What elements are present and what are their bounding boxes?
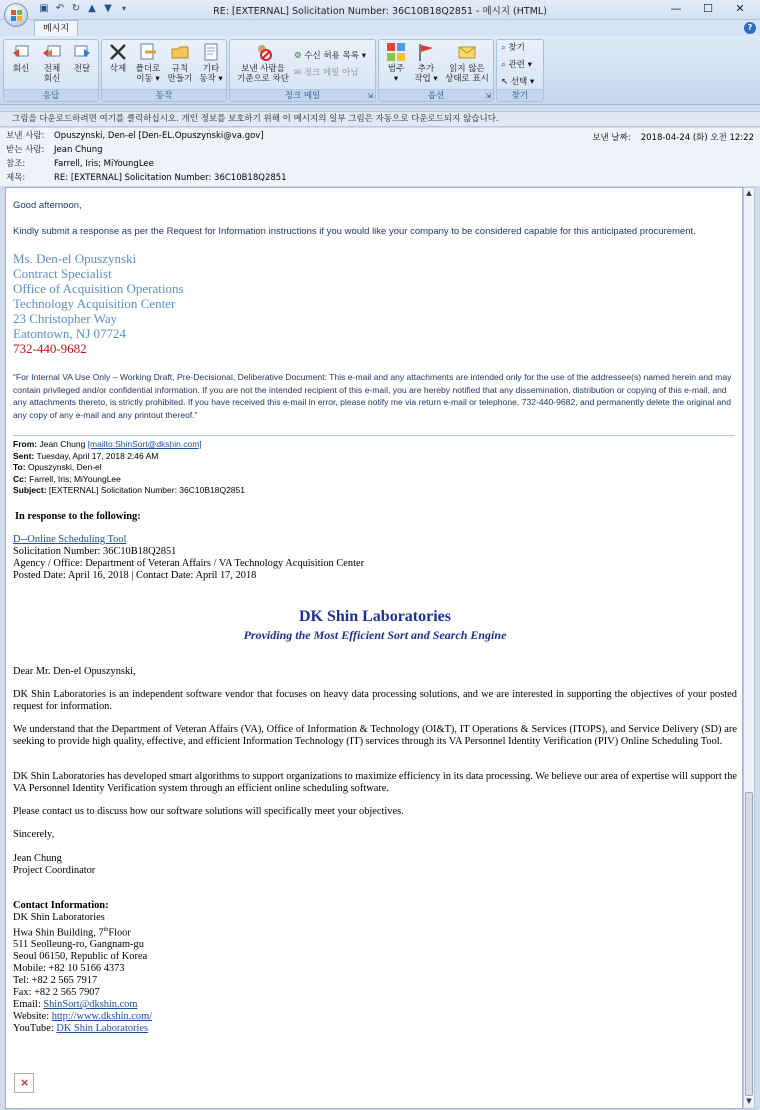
dialog-launcher-icon[interactable]: ⇲ <box>485 92 491 100</box>
dialog-launcher-icon[interactable]: ⇲ <box>367 92 373 100</box>
broken-image-icon: × <box>14 1073 34 1093</box>
mark-unread-button[interactable]: 읽지 않은 상태로 표시 <box>442 42 492 84</box>
notice-link[interactable]: D--Online Scheduling Tool <box>13 534 127 545</box>
reply-button[interactable]: 회신 <box>7 42 35 74</box>
group-label-junk: 정크 메일 <box>230 89 375 101</box>
sent-date: 2018-04-24 (화) 오전 12:22 <box>640 133 754 143</box>
create-rule-icon <box>170 42 190 62</box>
mark-unread-icon <box>457 42 477 62</box>
minimize-icon[interactable]: — <box>670 2 682 15</box>
other-actions-button[interactable]: 기타 동작 ▾ <box>196 42 226 84</box>
header-cc: 참조: Farrell, Iris; MiYoungLee <box>6 159 154 169</box>
website-link[interactable]: http://www.dkshin.com/ <box>51 1011 153 1023</box>
email-link[interactable]: ShinSort@dkshin.com <box>43 999 138 1011</box>
group-respond <box>3 39 99 102</box>
subject: RE: [EXTERNAL] Solicitation Number: 36C10B18Q2851 <box>54 173 287 183</box>
reply-icon <box>11 42 31 62</box>
window-controls <box>660 0 756 18</box>
flag-icon <box>416 42 436 62</box>
group-label-actions: 동작 <box>102 89 226 101</box>
close-icon[interactable]: ✕ <box>735 2 745 15</box>
in-response-heading: In response to the following: <box>15 511 141 522</box>
find-button[interactable]: ⌕ 찾기 <box>501 43 525 53</box>
recipient[interactable]: Jean Chung <box>54 145 103 155</box>
scroll-up-icon[interactable]: ▲ <box>746 189 752 197</box>
company-heading: DK Shin Laboratories <box>298 608 451 625</box>
paragraph-3: DK Shin Laboratories has developed smart algorithms to support organizations to maximize efficiency in its data processing. We believe our area of expertise will support the VA Personnel Identity Verification system through an efficient online scheduling software. <box>13 771 738 794</box>
office-button[interactable] <box>4 3 28 27</box>
office-logo-icon <box>11 10 22 21</box>
message-body[interactable] <box>5 187 743 1109</box>
signature-phone: 732-440-9682 <box>13 341 87 356</box>
reply-text: Kindly submit a response as per the Request for Information instructions if you would like your company to be considered capable for this anticipated procurement. <box>13 226 696 237</box>
safe-list-icon: ⚙ <box>294 51 302 61</box>
related-icon: ⌕ <box>501 60 506 70</box>
company-tagline: Providing the Most Efficient Sort and Search Engine <box>243 628 507 642</box>
original-header: From: Jean Chung [mailto:ShinSort@dkshin.com] Sent: Tuesday, April 17, 2018 2:46 AM To: Opuszynski, Den-el Cc: Farrell, Iris; MiYoungLee Subject: [EXTERNAL] Solicitation Number: 36C10B18Q2851 <box>13 439 245 495</box>
customize-qat-icon[interactable]: ▾ <box>121 4 126 13</box>
ribbon <box>0 36 760 105</box>
safe-list-button[interactable]: ⚙ 수신 허용 목록 ▾ <box>294 51 366 61</box>
move-to-folder-button[interactable]: 폴더로 이동 ▾ <box>132 42 164 84</box>
reply-greeting: Good afternoon, <box>13 200 82 211</box>
related-button[interactable]: ⌕ 관련 ▾ <box>501 60 532 70</box>
group-label-options: 옵션 <box>379 89 493 101</box>
categorize-icon <box>386 42 406 62</box>
create-rule-button[interactable]: 규칙 만들기 <box>165 42 195 84</box>
block-sender-icon <box>253 42 273 62</box>
paragraph-4: Please contact us to discuss how our software solutions will specifically meet your objectives. <box>13 806 404 817</box>
maximize-icon[interactable]: ☐ <box>703 2 713 15</box>
delete-button[interactable]: 삭제 <box>105 42 131 74</box>
pointer-icon: ↖ <box>501 77 509 87</box>
undo-icon[interactable]: ↶ <box>55 3 65 14</box>
save-icon[interactable]: ▣ <box>39 3 49 14</box>
block-sender-button[interactable]: 보낸 사람을 기준으로 차단 <box>232 42 294 84</box>
youtube-link[interactable]: DK Shin Laboratories <box>56 1023 149 1035</box>
header-from: 보낸 사람: Opuszynski, Den-el [Den-EL.Opuszynski@va.gov] <box>6 131 264 141</box>
signature-block: Ms. Den-el Opuszynski Contract Specialist Office of Acquisition Operations Technology Acquisition Center 23 Christopher Way Eatontown, NJ 07724 732-440-9682 <box>13 251 184 356</box>
delete-icon <box>108 42 128 62</box>
group-actions <box>101 39 227 102</box>
tab-message[interactable]: 메시지 <box>34 20 78 36</box>
scroll-thumb[interactable] <box>745 792 753 1096</box>
scroll-down-icon[interactable]: ▼ <box>746 1097 752 1105</box>
download-pictures-infobar[interactable]: 그림을 다운로드하려면 여기를 클릭하십시오. 개인 정보를 보호하기 위해 이 메시지의 일부 그림은 자동으로 다운로드되지 않습니다. <box>0 111 760 127</box>
group-label-respond: 응답 <box>4 89 98 101</box>
header-to: 받는 사람: Jean Chung <box>6 145 103 155</box>
sender[interactable]: Opuszynski, Den-el [Den-EL.Opuszynski@va.gov] <box>54 131 264 141</box>
not-junk-button[interactable]: ✉ 정크 메일 아님 <box>294 68 359 78</box>
group-options <box>378 39 494 102</box>
select-button[interactable]: ↖ 선택 ▾ <box>501 77 535 87</box>
move-to-folder-icon <box>138 42 158 62</box>
help-icon[interactable]: ? <box>744 22 756 34</box>
forward-button[interactable]: 전달 <box>68 42 96 74</box>
not-junk-icon: ✉ <box>294 68 302 78</box>
separator <box>13 435 735 436</box>
categorize-button[interactable]: 범주 ▾ <box>382 42 410 84</box>
reply-all-icon <box>42 42 62 62</box>
signer-block: Jean Chung Project Coordinator <box>13 853 96 876</box>
cc-recipients[interactable]: Farrell, Iris; MiYoungLee <box>54 159 154 169</box>
paragraph-2: We understand that the Department of Veteran Affairs (VA), Office of Information & Technology (OI&T), IT Operations & Services (ITOPS), and Service Delivery (SD) are seeking to provide high quality, effective, and efficient Information Technology (IT) services through its VA Personnel Identity Verification (PIV) Online Scheduling Tool. <box>13 724 737 747</box>
paragraph-1: DK Shin Laboratories is an independent software vendor that focuses on heavy data processing solutions, and we are interested in supporting the objectives of your posted request for information. <box>13 689 737 712</box>
mailto-link[interactable]: [mailto:ShinSort@dkshin.com] <box>87 439 202 449</box>
header-subject: 제목: RE: [EXTERNAL] Solicitation Number: 36C10B18Q2851 <box>6 173 287 183</box>
disclaimer: “For Internal VA Use Only – Working Draft, Pre-Decisional, Deliberative Document: This e-mail and any attachments are intended only for the use of the addressee(s) named herein and may contain privileged and/or confidential information. If you are not the intended recipient of this e-mail, you are hereby notified that any dissemination, distribution or copying of this e-mail, and any attachments thereto, is strictly prohibited. If you have received this e-mail in error, please notify me via return e-mail or telephone, 732-440-9682, and permanently delete the original and any copy of any e-mail and any printout thereof.” <box>13 372 732 420</box>
reply-all-button[interactable]: 전체 회신 <box>37 42 67 84</box>
header-sent: 보낸 날짜: 2018-04-24 (화) 오전 12:22 <box>592 133 754 143</box>
other-actions-icon <box>201 42 221 62</box>
vertical-scrollbar[interactable] <box>743 187 755 1109</box>
group-junk-email <box>229 39 376 102</box>
group-find <box>496 39 544 102</box>
down-arrow-icon[interactable]: ▼ <box>104 3 112 14</box>
forward-icon <box>72 42 92 62</box>
salutation: Dear Mr. Den-el Opuszynski, <box>13 666 136 677</box>
up-arrow-icon[interactable]: ▲ <box>88 3 96 14</box>
ribbon-tab-row <box>0 20 760 36</box>
title-bar <box>0 0 760 20</box>
group-label-find: 찾기 <box>497 89 543 101</box>
notice-details: D--Online Scheduling Tool Solicitation Number: 36C10B18Q2851 Agency / Office: Department of Veteran Affairs / VA Technology Acquisition Center Posted Date: April 16, 2018 | Contact Date: April 17, 2018 <box>13 534 365 581</box>
redo-icon[interactable]: ↻ <box>71 3 81 14</box>
binoculars-icon: ⌕ <box>501 43 506 53</box>
window-title: RE: [EXTERNAL] Solicitation Number: 36C10B18Q2851 - 메시지 (HTML) <box>213 6 547 17</box>
contact-information: Contact Information: DK Shin Laboratories Hwa Shin Building, 7thFloor 511 Seolleung-ro, Gangnam-gu Seoul 06150, Republic of Korea Mobile: +82 10 5166 4373 Tel: +82 2 565 7917 Fax: +82 2 565 7907 Email: ShinSort@dkshin.com Website: http://www.dkshin.com/ YouTube: DK Shin Laboratories <box>13 900 153 1035</box>
follow-up-button[interactable]: 추가 작업 ▾ <box>412 42 440 84</box>
closing: Sincerely, <box>13 829 55 840</box>
